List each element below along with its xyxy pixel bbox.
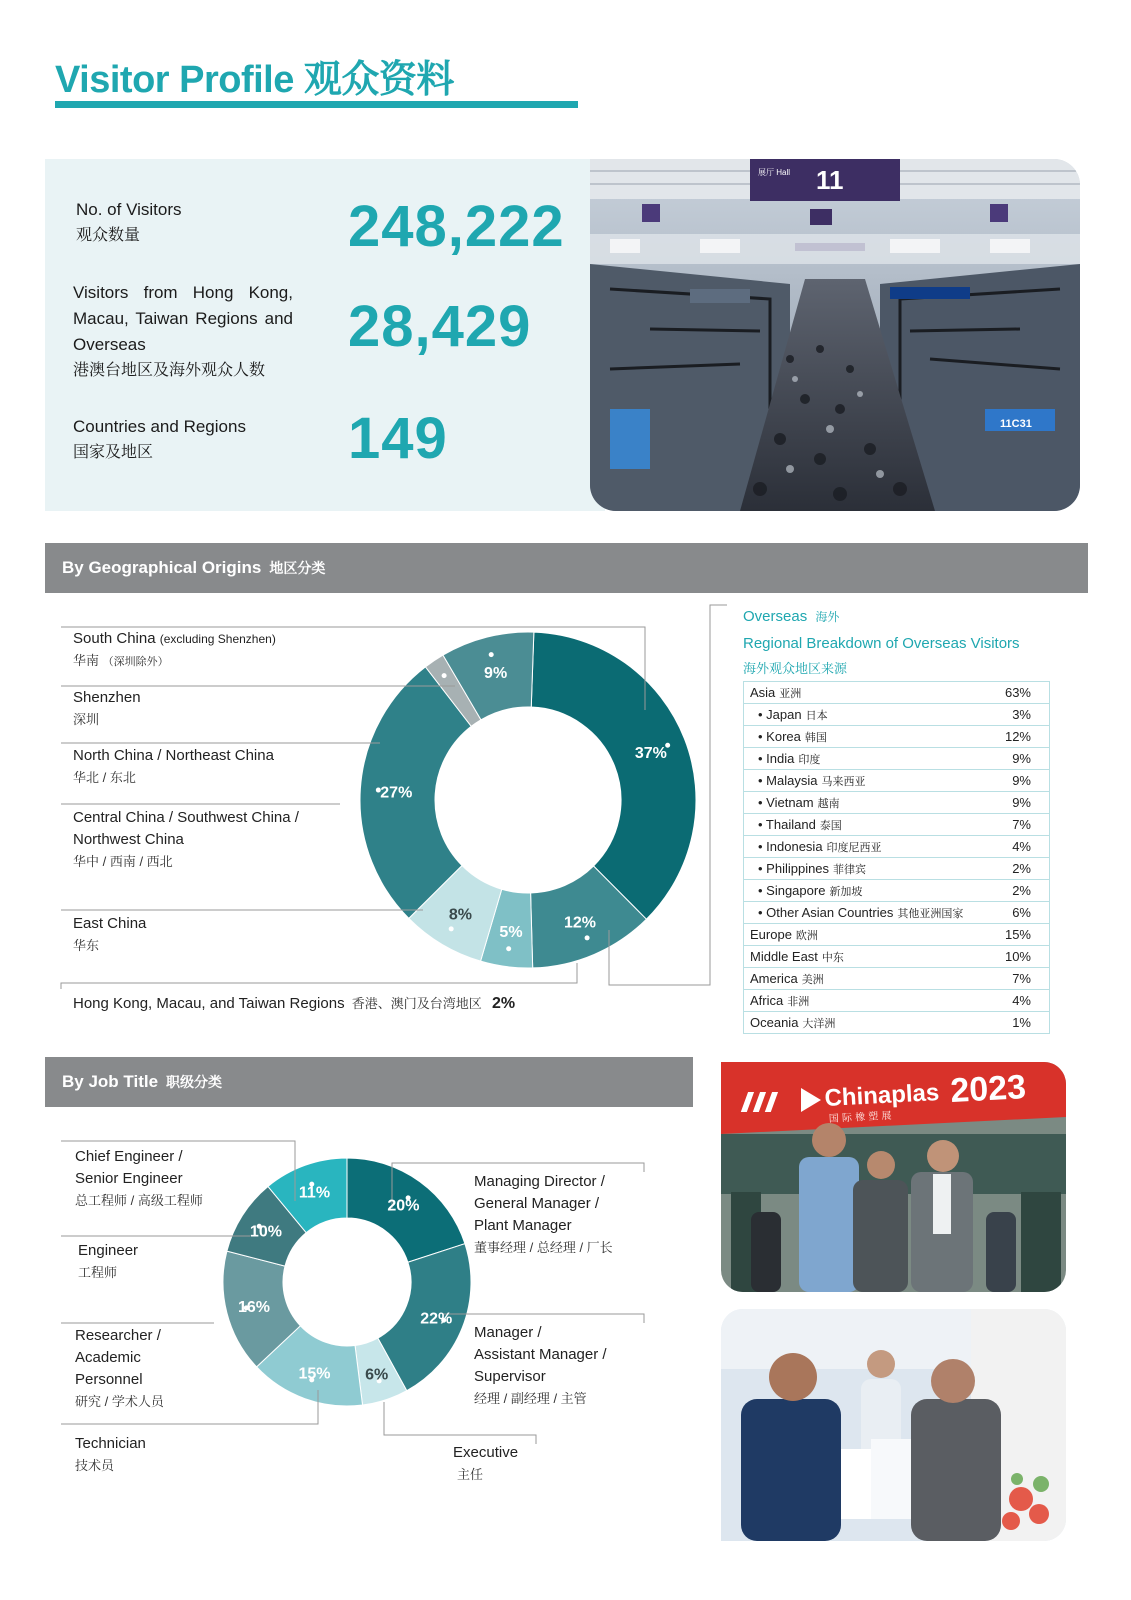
job-engineer-en: Engineer: [78, 1242, 139, 1259]
overseas-value: 12%: [985, 726, 1050, 748]
overseas-region-en: • Other Asian Countries: [758, 904, 894, 920]
geo-south-cn: 华南: [73, 653, 100, 668]
hall-sign-number: 11: [816, 165, 844, 195]
overseas-region: [744, 814, 986, 836]
booth-sign: 11C31: [1000, 418, 1032, 430]
job-researcher-en-b: Academic: [75, 1349, 141, 1366]
overseas-region-cn: 其他亚洲国家: [897, 907, 964, 920]
job-section-title-cn: 职级分类: [166, 1074, 223, 1090]
geo-shenzhen-en: Shenzhen: [73, 689, 141, 706]
stat-visitors-value: 248,222: [348, 194, 565, 259]
geo-central-en-a: Central China / Southwest China /: [73, 809, 299, 826]
job-researcher-en-a: Researcher /: [75, 1327, 161, 1344]
stat-visitors-label: [76, 197, 306, 249]
overseas-row: [744, 990, 1050, 1012]
job-technician-cn: 技术员: [75, 1458, 115, 1473]
job-manager-en-c: Supervisor: [474, 1368, 546, 1385]
job-section-header: [45, 1057, 693, 1107]
stat-overseas-cn: 港澳台地区及海外观众人数: [73, 362, 266, 379]
overseas-region: [744, 792, 986, 814]
overseas-row: [744, 858, 1050, 880]
job-researcher-label: [75, 1325, 164, 1413]
geo-east-label: [73, 913, 146, 957]
overseas-title-en: Overseas: [743, 608, 808, 625]
overseas-region-en: Europe: [750, 926, 792, 942]
overseas-row: [744, 902, 1050, 924]
job-chief-cn: 总工程师 / 高级工程师: [75, 1193, 203, 1208]
overseas-region: [744, 1012, 986, 1034]
job-researcher-en-c: Personnel: [75, 1371, 143, 1388]
overseas-value: 63%: [985, 682, 1050, 704]
overseas-region: [744, 924, 986, 946]
job-technician-label: [75, 1433, 146, 1477]
overseas-region: [744, 946, 986, 968]
overseas-region-cn: 新加坡: [829, 885, 863, 898]
overseas-region-en: Africa: [750, 992, 784, 1008]
overseas-value: 9%: [985, 792, 1050, 814]
overseas-region-en: • Malaysia: [758, 772, 818, 788]
overseas-region-cn: 马来西亚: [821, 775, 866, 788]
overseas-region: [744, 682, 986, 704]
geo-south-en: South China: [73, 630, 156, 647]
overseas-title: [743, 608, 839, 625]
overseas-value: 4%: [985, 836, 1050, 858]
overseas-row: [744, 704, 1050, 726]
overseas-row: [744, 814, 1050, 836]
overseas-region-en: Asia: [750, 684, 776, 700]
geo-south-note-cn: （深圳除外）: [102, 656, 169, 668]
geo-south-label: [73, 628, 276, 673]
geo-north-label: [73, 745, 274, 789]
geo-slice-label: 37%: [634, 744, 667, 762]
job-researcher-cn: 研究 / 学术人员: [75, 1394, 164, 1409]
overseas-region: [744, 880, 986, 902]
job-exec-cn: 主任: [457, 1467, 484, 1482]
overseas-subtitle-cn: 海外观众地区来源: [743, 661, 848, 676]
overseas-row: [744, 880, 1050, 902]
geo-slice-label: 9%: [484, 665, 508, 683]
stat-countries-label: [73, 414, 313, 466]
stat-countries-value: 149: [348, 406, 448, 471]
job-slice-label: 11%: [298, 1184, 331, 1202]
stat-overseas-value: 28,429: [348, 294, 532, 359]
job-md-en-c: Plant Manager: [474, 1217, 572, 1234]
overseas-region: [744, 990, 986, 1012]
stat-overseas-en: Visitors from Hong Kong, Macau, Taiwan Regions and Overseas: [73, 283, 293, 354]
job-engineer-label: [78, 1240, 138, 1284]
job-exec-en: Executive: [453, 1444, 519, 1461]
business-meeting-photo: [721, 1309, 1066, 1541]
geo-east-en: East China: [73, 915, 147, 932]
overseas-region-en: • Singapore: [758, 882, 826, 898]
geo-hkmt-cn: 香港、澳门及台湾地区: [351, 996, 482, 1011]
geo-south-note: (excluding Shenzhen): [159, 632, 276, 646]
geo-central-cn: 华中 / 西南 / 西北: [73, 854, 173, 869]
chinaplas-banner-photo: [721, 1062, 1066, 1292]
overseas-region: [744, 704, 986, 726]
job-section-title: By Job Title: [62, 1072, 159, 1091]
overseas-region-cn: 印度尼西亚: [826, 841, 882, 854]
overseas-row: [744, 836, 1050, 858]
hall-sign-label: 展厅 Hall: [758, 168, 791, 177]
banner-year: 2023: [949, 1068, 1027, 1110]
geo-section-title: By Geographical Origins: [62, 558, 262, 577]
geo-slice-label: 12%: [563, 914, 597, 932]
job-md-en-a: Managing Director /: [474, 1173, 605, 1190]
job-slice-label: 10%: [249, 1223, 282, 1241]
overseas-region: [744, 770, 986, 792]
geo-section-header: [45, 543, 1088, 593]
overseas-value: 7%: [985, 814, 1050, 836]
overseas-region: [744, 748, 986, 770]
geo-slice: [531, 632, 696, 919]
overseas-region-cn: 中东: [821, 951, 844, 964]
overseas-region-cn: 大洋洲: [802, 1017, 836, 1030]
geo-north-en: North China / Northeast China: [73, 747, 274, 764]
overseas-region-en: • Vietnam: [758, 794, 814, 810]
overseas-region: [744, 902, 986, 924]
banner-cn: 国 际 橡 塑 展: [828, 1110, 892, 1125]
geo-slice-label: 8%: [448, 906, 472, 924]
job-md-en-b: General Manager /: [474, 1195, 600, 1212]
overseas-region-en: • Korea: [758, 728, 801, 744]
overseas-region: [744, 836, 986, 858]
overseas-row: [744, 682, 1050, 704]
overseas-region: [744, 726, 986, 748]
job-chief-en-b: Senior Engineer: [75, 1170, 183, 1187]
overseas-value: 2%: [985, 858, 1050, 880]
overseas-subtitle: Regional Breakdown of Overseas Visitors: [743, 635, 1020, 652]
job-manager-en-b: Assistant Manager /: [474, 1346, 607, 1363]
job-chief-en-a: Chief Engineer /: [75, 1148, 183, 1165]
job-technician-en: Technician: [75, 1435, 146, 1452]
geo-leader-dot: [442, 673, 447, 678]
overseas-region-cn: 日本: [805, 709, 828, 722]
geo-leader-dot: [585, 935, 590, 940]
job-slice-label: 20%: [387, 1197, 420, 1215]
overseas-row: [744, 946, 1050, 968]
overseas-table: [743, 681, 1050, 1034]
title-underline: [55, 101, 578, 108]
geo-shenzhen-cn: 深圳: [73, 712, 100, 727]
geo-leader-dot: [506, 946, 511, 951]
geo-hkmt-label: [73, 993, 515, 1015]
overseas-value: 1%: [985, 1012, 1050, 1034]
job-slice-label: 6%: [365, 1366, 389, 1384]
overseas-row: [744, 770, 1050, 792]
overseas-region-en: Oceania: [750, 1014, 799, 1030]
geo-north-cn: 华北 / 东北: [73, 770, 136, 785]
overseas-value: 15%: [985, 924, 1050, 946]
overseas-region-cn: 菲律宾: [833, 863, 867, 876]
stat-countries-en: Countries and Regions: [73, 417, 246, 436]
overseas-region-en: • Japan: [758, 706, 802, 722]
job-manager-cn: 经理 / 副经理 / 主管: [474, 1391, 587, 1406]
overseas-region-cn: 泰国: [819, 819, 842, 832]
overseas-region-cn: 非洲: [787, 995, 810, 1008]
stat-visitors-en: No. of Visitors: [76, 200, 182, 219]
overseas-value: 3%: [985, 704, 1050, 726]
overseas-row: [744, 1012, 1050, 1034]
stat-overseas-label: [73, 280, 293, 384]
overseas-region-en: Middle East: [750, 948, 818, 964]
overseas-value: 9%: [985, 748, 1050, 770]
overseas-region-cn: 越南: [817, 797, 840, 810]
overseas-row: [744, 792, 1050, 814]
job-exec-label: [453, 1442, 518, 1486]
banner-brand: Chinaplas: [823, 1079, 940, 1112]
overseas-value: 10%: [985, 946, 1050, 968]
overseas-region-cn: 美洲: [801, 973, 824, 986]
job-engineer-cn: 工程师: [78, 1265, 118, 1280]
job-manager-label: [474, 1322, 607, 1410]
geo-slice-label: 27%: [380, 784, 413, 802]
overseas-value: 7%: [985, 968, 1050, 990]
geo-central-en-b: Northwest China: [73, 831, 184, 848]
overseas-row: [744, 748, 1050, 770]
job-md-label: [474, 1171, 613, 1259]
overseas-row: [744, 726, 1050, 748]
overseas-region-en: • Indonesia: [758, 838, 823, 854]
overseas-region-en: • India: [758, 750, 795, 766]
page-title: Visitor Profile 观众资料: [55, 59, 454, 101]
overseas-value: 4%: [985, 990, 1050, 1012]
stat-visitors-cn: 观众数量: [76, 227, 141, 244]
job-manager-en-a: Manager /: [474, 1324, 542, 1341]
overseas-value: 2%: [985, 880, 1050, 902]
overseas-value: 9%: [985, 770, 1050, 792]
stat-countries-cn: 国家及地区: [73, 444, 154, 461]
geo-hkmt-value: 2%: [491, 995, 516, 1012]
overseas-region: [744, 858, 986, 880]
exhibition-hall-photo: [590, 159, 1080, 511]
geo-central-label: [73, 807, 299, 873]
overseas-row: [744, 924, 1050, 946]
overseas-region: [744, 968, 986, 990]
job-chief-label: [75, 1146, 203, 1212]
geo-east-cn: 华东: [73, 938, 100, 953]
overseas-region-en: America: [750, 970, 798, 986]
overseas-row: [744, 968, 1050, 990]
overseas-value: 6%: [985, 902, 1050, 924]
job-slice-label: 16%: [238, 1298, 271, 1316]
overseas-region-cn: 欧洲: [795, 929, 818, 942]
overseas-region-cn: 印度: [798, 753, 821, 766]
geo-leader-dot: [449, 926, 454, 931]
geo-hkmt-en: Hong Kong, Macau, and Taiwan Regions: [73, 995, 345, 1012]
geo-slice-label: 5%: [499, 923, 523, 941]
geo-leader-dot: [489, 652, 494, 657]
job-slice-label: 15%: [298, 1365, 331, 1383]
overseas-title-cn: 海外: [815, 610, 840, 624]
overseas-region-cn: 亚洲: [779, 687, 802, 700]
overseas-region-en: • Thailand: [758, 816, 816, 832]
geo-section-title-cn: 地区分类: [269, 560, 326, 576]
geo-shenzhen-label: [73, 687, 141, 731]
job-slice-label: 22%: [420, 1310, 453, 1328]
overseas-region-cn: 韩国: [804, 731, 827, 744]
job-md-cn: 董事经理 / 总经理 / 厂长: [474, 1240, 613, 1255]
overseas-region-en: • Philippines: [758, 860, 830, 876]
